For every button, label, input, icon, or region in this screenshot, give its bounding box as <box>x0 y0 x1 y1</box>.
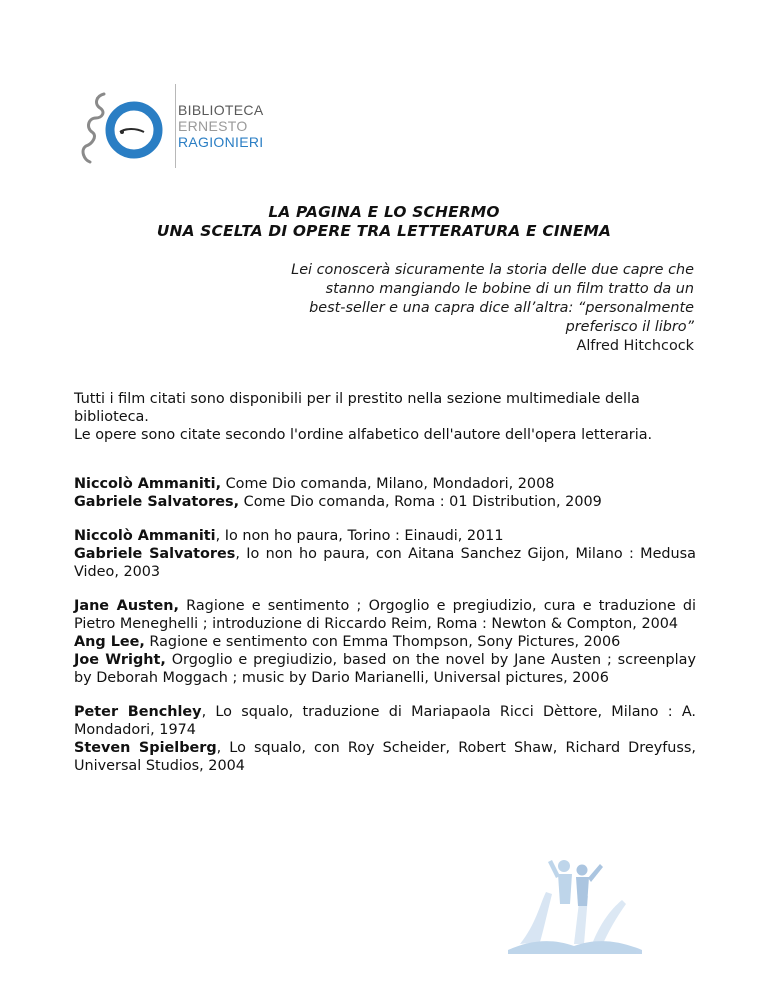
page-title <box>0 203 768 241</box>
bibliography-list <box>74 475 696 791</box>
entry-group <box>74 703 696 775</box>
entry-details: Come Dio comanda, Milano, Mondadori, 2008 <box>221 476 555 492</box>
entry-author: Gabriele Salvatores, <box>74 494 240 510</box>
entry-details: , Io non ho paura, con Aitana Sanchez Gijon, Milano : Medusa Video, 2003 <box>74 546 696 580</box>
entry-author: Niccolò Ammaniti <box>74 528 216 544</box>
entry-group <box>74 475 696 511</box>
entry-details: Ragione e sentimento ; Orgoglio e pregiudizio, cura e traduzione di Pietro Meneghelli ; introduzione di Riccardo Reim, Roma : Newton & Compton, 2004 <box>74 598 696 632</box>
bibliography-entry <box>74 703 696 739</box>
intro-text <box>74 390 696 444</box>
entry-details: Come Dio comanda, Roma : 01 Distribution, 2009 <box>239 494 602 510</box>
quote-author: Alfred Hitchcock <box>576 338 694 354</box>
entry-details: Ragione e sentimento con Emma Thompson, Sony Pictures, 2006 <box>144 634 621 650</box>
entry-details: Orgoglio e pregiudizio, based on the novel by Jane Austen ; screenplay by Deborah Moggach ; music by Dario Marianelli, Universal pictures, 2006 <box>74 652 696 686</box>
logo-text <box>178 102 263 150</box>
title-line-2: UNA SCELTA DI OPERE TRA LETTERATURA E CINEMA <box>156 222 612 240</box>
quote-line: stanno mangiando le bobine di un film tratto da un <box>325 281 694 297</box>
logo-line-ernesto: ERNESTO <box>178 118 248 134</box>
entry-author: Gabriele Salvatores <box>74 546 236 562</box>
bibliography-entry <box>74 475 696 493</box>
entry-group <box>74 527 696 581</box>
title-line-1: LA PAGINA E LO SCHERMO <box>268 203 500 221</box>
bibliography-entry <box>74 493 696 511</box>
bibliography-entry <box>74 739 696 775</box>
bibliography-entry <box>74 633 696 651</box>
entry-author: Niccolò Ammaniti, <box>74 476 222 492</box>
entry-author: Joe Wright, <box>74 652 166 668</box>
quote-line: best-seller e una capra dice all’altra: “personalmente <box>309 300 694 316</box>
library-logo <box>76 84 306 170</box>
book-people-decoration-icon <box>500 854 650 954</box>
library-logo-mark-icon <box>76 84 176 170</box>
entry-author: Peter Benchley <box>74 704 202 720</box>
entry-details: , Io non ho paura, Torino : Einaudi, 2011 <box>215 528 504 544</box>
intro-paragraph-1: Tutti i film citati sono disponibili per il prestito nella sezione multimediale della biblioteca. <box>74 391 640 425</box>
entry-details: , Lo squalo, con Roy Scheider, Robert Shaw, Richard Dreyfuss, Universal Studios, 2004 <box>74 740 696 774</box>
bibliography-entry <box>74 527 696 545</box>
bibliography-entry <box>74 651 696 687</box>
bibliography-entry <box>74 597 696 633</box>
epigraph-quote <box>234 261 694 356</box>
entry-details: , Lo squalo, traduzione di Mariapaola Ricci Dèttore, Milano : A. Mondadori, 1974 <box>74 704 696 738</box>
entry-author: Jane Austen, <box>74 598 179 614</box>
bibliography-entry <box>74 545 696 581</box>
entry-author: Steven Spielberg <box>74 740 217 756</box>
quote-line: Lei conoscerà sicuramente la storia delle due capre che <box>291 262 694 278</box>
logo-divider <box>175 84 176 168</box>
entry-group <box>74 597 696 687</box>
entry-author: Ang Lee, <box>74 634 145 650</box>
intro-paragraph-2: Le opere sono citate secondo l'ordine alfabetico dell'autore dell'opera letteraria. <box>74 427 653 443</box>
logo-line-biblioteca: BIBLIOTECA <box>178 102 264 118</box>
logo-line-ragionieri: RAGIONIERI <box>178 134 264 150</box>
quote-line: preferisco il libro” <box>565 319 694 335</box>
